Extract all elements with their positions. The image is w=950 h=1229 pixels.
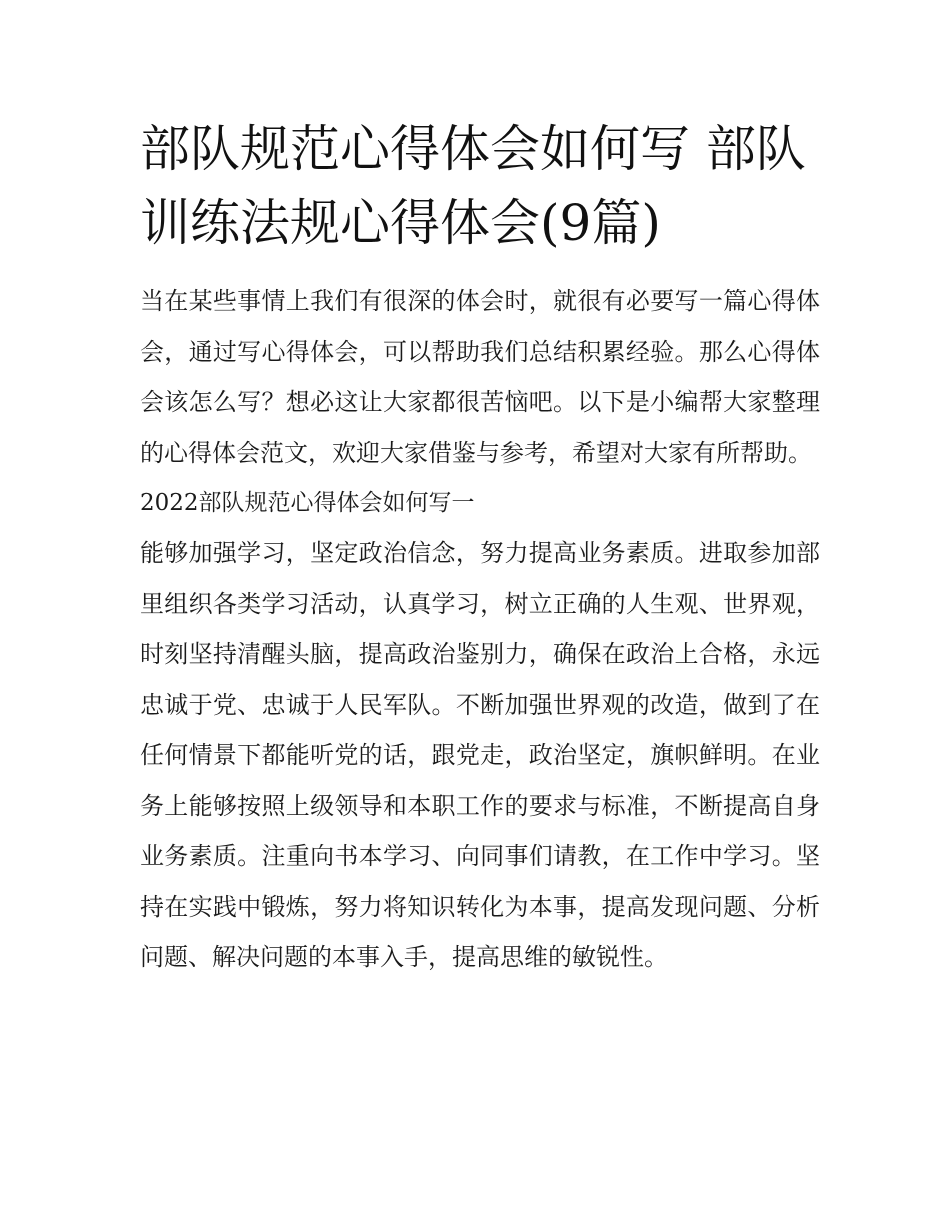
section-heading: 2022部队规范心得体会如何写一 — [140, 490, 475, 516]
document-body — [140, 276, 820, 983]
intro-paragraph: 当在某些事情上我们有很深的体会时，就很有必要写一篇心得体会，通过写心得体会，可以帮助我们总结积累经验。那么心得体会该怎么写？想必这让大家都很苦恼吧。以下是小编帮大家整理的心得体会范文，欢迎大家借鉴与参考，希望对大家有所帮助。 — [140, 287, 820, 467]
document-title: 部队规范心得体会如何写 部队训练法规心得体会(9篇) — [140, 120, 806, 252]
section-paragraph: 能够加强学习，坚定政治信念，努力提高业务素质。进取参加部里组织各类学习活动，认真学习，树立正确的人生观、世界观，时刻坚持清醒头脑，提高政治鉴别力，确保在政治上合格，永远忠诚于党、忠诚于人民军队。不断加强世界观的改造，做到了在任何情景下都能听党的话，跟党走，政治坚定，旗帜鲜明。在业务上能够按照上级领导和本职工作的要求与标准，不断提高自身业务素质。注重向书本学习、向同事们请教，在工作中学习。坚持在实践中锻炼，努力将知识转化为本事，提高发现问题、分析问题、解决问题的本事入手，提高思维的敏锐性。 — [140, 539, 820, 971]
